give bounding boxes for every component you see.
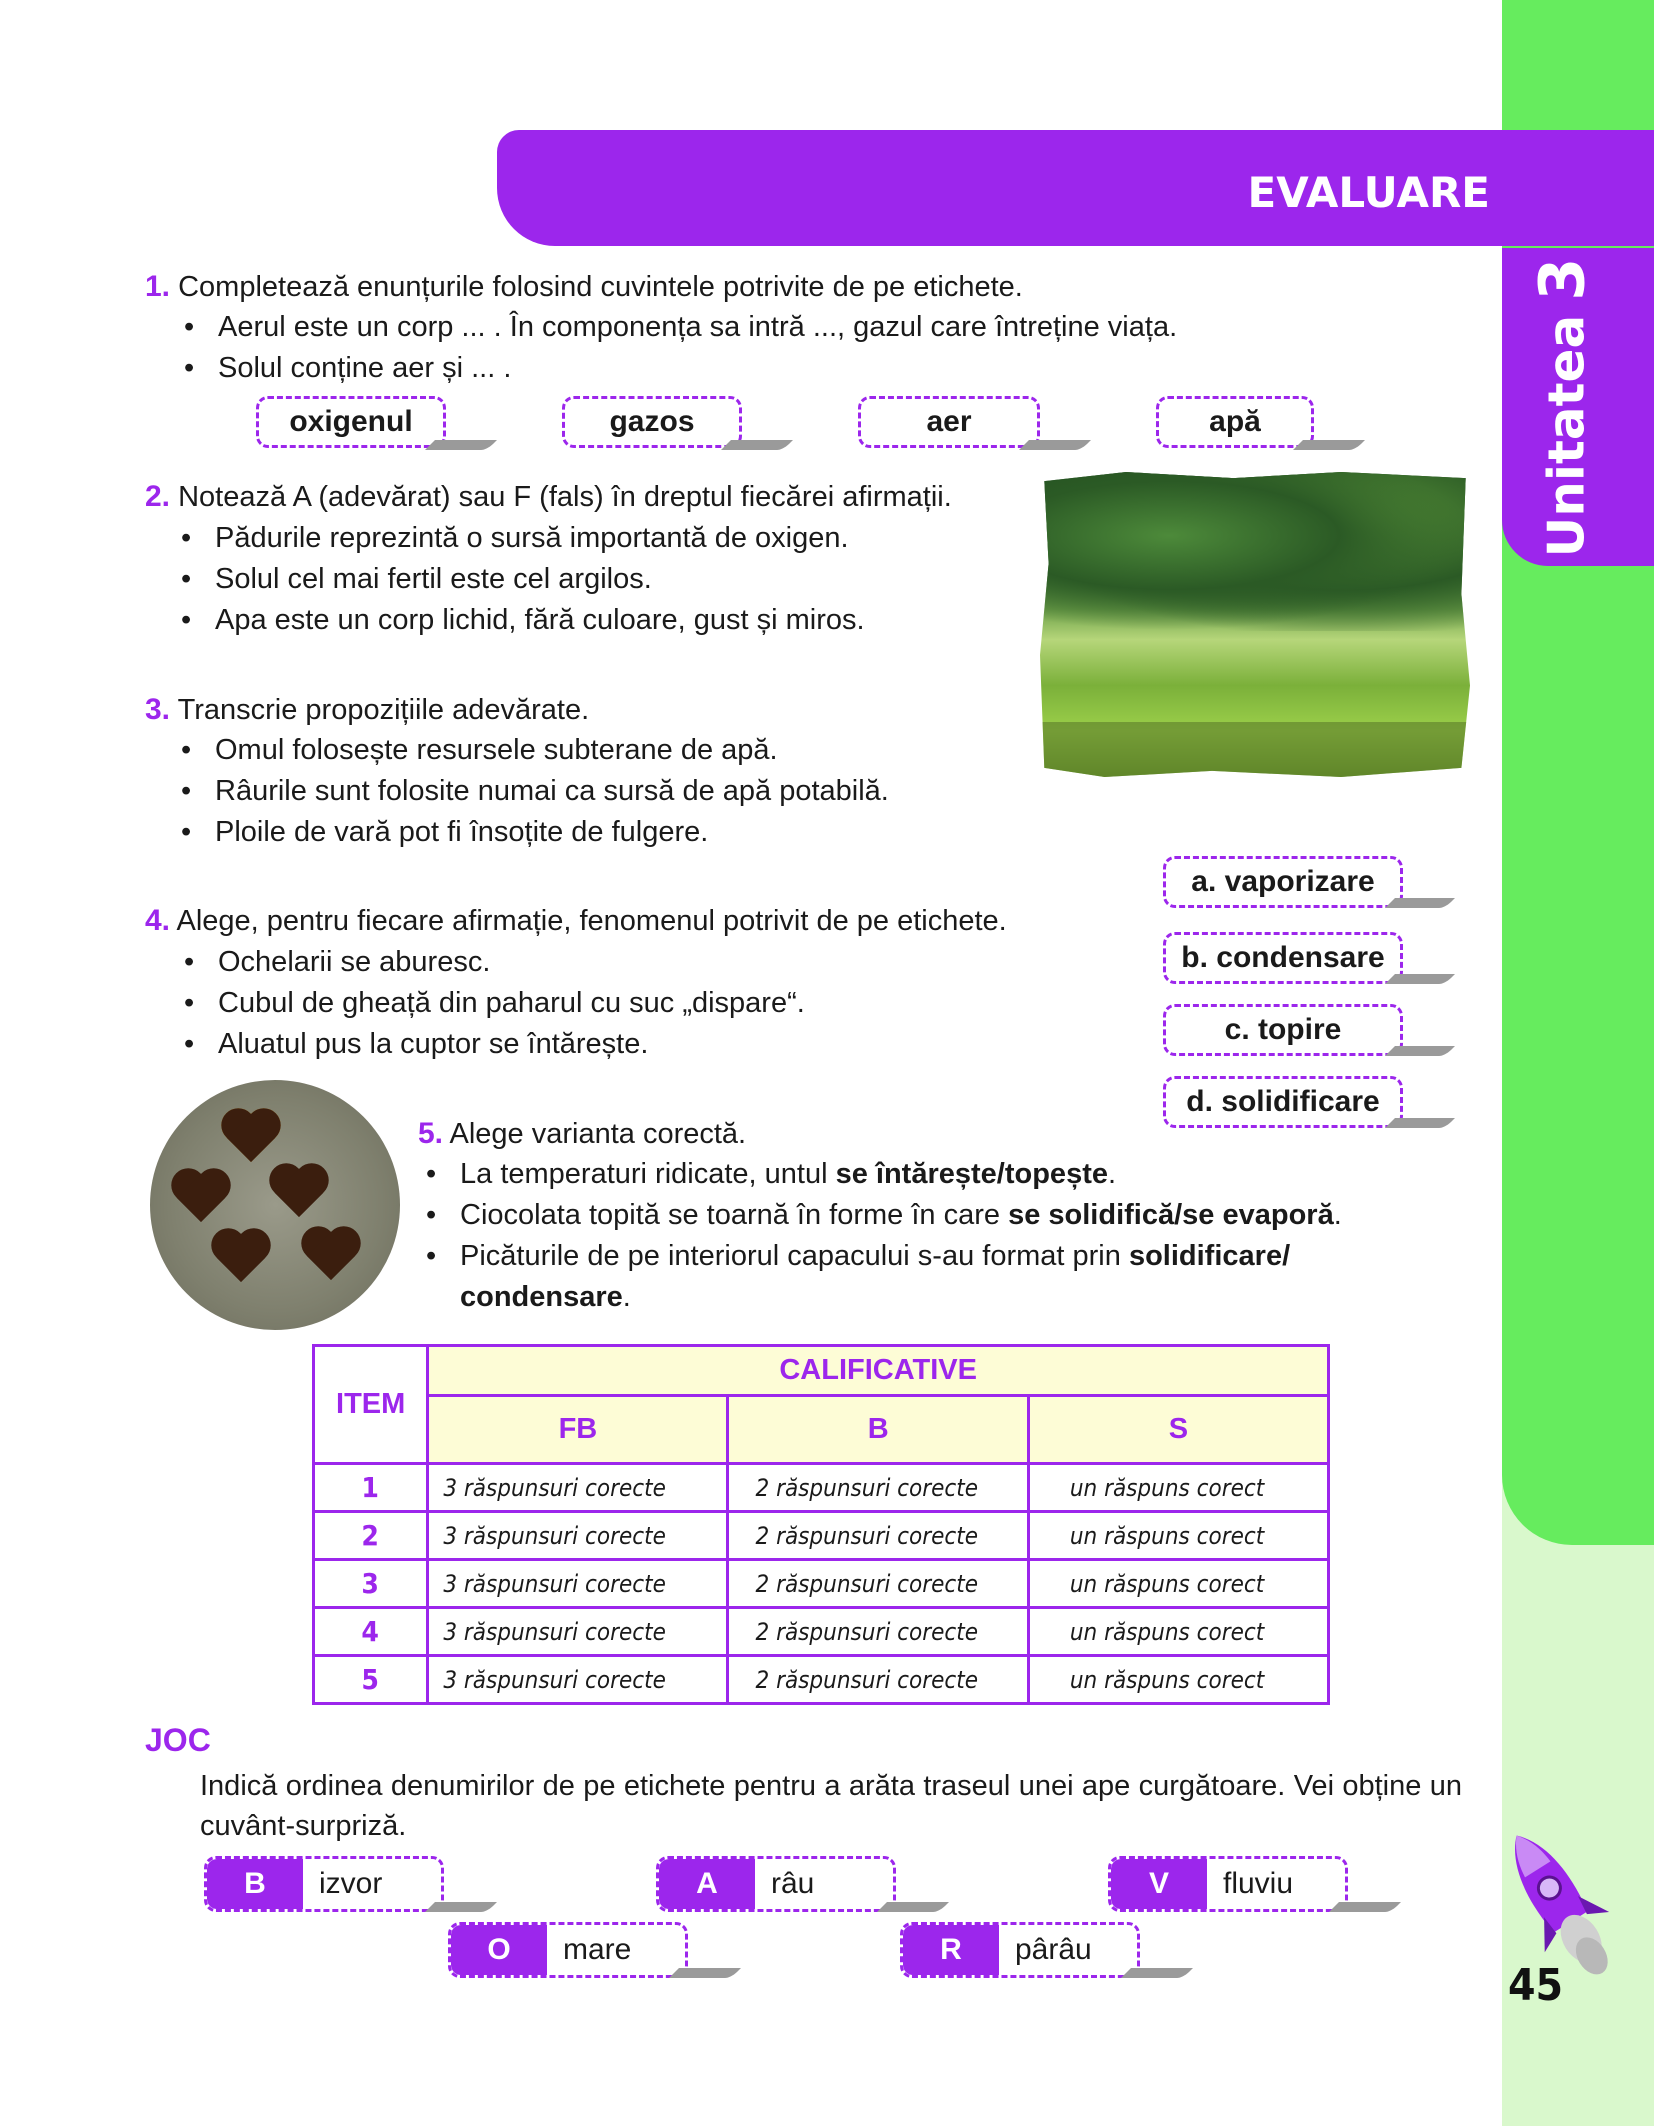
list-item [420,1154,1400,1195]
chocolate-hearts-photo [150,1080,400,1330]
table-cell: 2 răspunsuri corecte [728,1608,1028,1656]
forest-river-photo [1040,472,1470,777]
tag-shadow [1121,1968,1193,1978]
game-tag [448,1922,688,1978]
list-item: • Ochelarii se aburesc. [178,942,1078,983]
label-tag: c. topire [1163,1004,1403,1056]
game-tag-letter: V [1111,1859,1207,1909]
tag-shadow [669,1968,741,1978]
question-5 [418,1113,1318,1155]
list-item: • Râurile sunt folosite numai ca sursă de apă potabilă. [175,771,1075,812]
game-tag-word: mare [563,1933,632,1966]
list-item [420,1236,1400,1318]
question-number: 3. [145,693,171,726]
grade-table [312,1344,1330,1705]
list-item: • Cubul de gheață din paharul cu suc „dispare“. [178,983,1078,1024]
question-number: 5. [418,1117,444,1150]
list-item: • Aerul este un corp ... . În componența sa intră ..., gazul care întreține viața. [178,307,1478,348]
calificative-header: CALIFICATIVE [428,1346,1329,1396]
unit-word: Unitatea [1537,314,1596,557]
game-tag-letter: B [207,1859,303,1909]
game-tag [656,1856,896,1912]
table-cell: 2 răspunsuri corecte [728,1512,1028,1560]
game-tag-letter: A [659,1859,755,1909]
question-text: Alege, pentru fiecare afirmație, fenomenul potrivit de pe etichete. [176,905,1007,937]
tag-shadow [1385,1118,1455,1128]
label-tag: a. vaporizare [1163,856,1403,908]
page-number: 45 [1508,1960,1564,2011]
question-1-bullets [178,307,1478,389]
tag-shadow [1329,1902,1401,1912]
label-tag: gazos [562,396,742,448]
text-choice: se solidifică/se evaporă [1008,1199,1334,1231]
table-cell: 3 răspunsuri corecte [428,1656,728,1704]
table-cell: 3 răspunsuri corecte [428,1512,728,1560]
question-text: Notează A (adevărat) sau F (fals) în dreptul fiecărei afirmații. [178,481,952,513]
game-text: Indică ordinea denumirilor de pe etichete pentru a arăta traseul unei ape curgătoare. Vei obține un cuvânt-surpriză. [200,1770,1462,1842]
game-title: JOC [145,1722,211,1758]
question-2-bullets [175,518,1035,641]
text-part: La temperaturi ridicate, untul [460,1158,836,1190]
game-tag [204,1856,444,1912]
tag-shadow [877,1902,949,1912]
question-text: Alege varianta corectă. [449,1118,747,1150]
game-tag-letter: R [903,1925,999,1975]
text-choice: se întărește/topește [835,1158,1108,1190]
unit-label [1502,248,1622,566]
list-item: • Solul cel mai fertil este cel argilos. [175,559,1035,600]
tag-shadow [1019,440,1091,450]
item-number: 3 [314,1560,428,1608]
item-number: 4 [314,1608,428,1656]
list-item: • Solul conține aer și ... . [178,348,1478,389]
question-number: 1. [145,270,171,303]
question-text: Completează enunțurile folosind cuvintele potrivite de pe etichete. [178,271,1023,303]
table-row [314,1464,1329,1512]
label-tag: aer [858,396,1040,448]
game-tag-word: râu [771,1867,815,1900]
question-4 [145,900,1145,942]
list-item: • Pădurile reprezintă o sursă importantă de oxigen. [175,518,1035,559]
question-5-bullets [420,1154,1400,1318]
table-row [314,1560,1329,1608]
question-text: Transcrie propozițiile adevărate. [177,694,590,726]
list-item [420,1195,1400,1236]
game-tag-word: fluviu [1223,1867,1294,1900]
tag-shadow [1385,974,1455,984]
label-tag: apă [1156,396,1314,448]
text-part: Picăturile de pe interiorul capacului s-au format prin [460,1240,1129,1272]
table-cell: un răspuns corect [1028,1512,1328,1560]
table-row [314,1608,1329,1656]
tag-shadow [1385,1046,1455,1056]
tag-shadow [425,1902,497,1912]
text-part: . [1333,1199,1342,1231]
table-cell: un răspuns corect [1028,1608,1328,1656]
item-number: 2 [314,1512,428,1560]
tag-shadow [1385,898,1455,908]
text-part: . [1107,1158,1117,1190]
text-choice: solidificare/ condensare [460,1240,1291,1313]
label-tag: d. solidificare [1163,1076,1403,1128]
list-item: • Apa este un corp lichid, fără culoare, gust și miros. [175,600,1035,641]
list-item: • Omul folosește resursele subterane de apă. [175,730,1075,771]
unit-number: 3 [1525,257,1599,301]
table-cell: un răspuns corect [1028,1560,1328,1608]
label-tag: oxigenul [256,396,446,448]
table-cell: 2 răspunsuri corecte [728,1464,1028,1512]
game-tag [900,1922,1140,1978]
question-number: 4. [145,904,171,937]
item-number: 5 [314,1656,428,1704]
list-item: • Aluatul pus la cuptor se întărește. [178,1024,1078,1065]
table-cell: 3 răspunsuri corecte [428,1608,728,1656]
text-part: Ciocolata topită se toarnă în forme în care [460,1199,1009,1231]
label-tag: b. condensare [1163,932,1403,984]
question-3 [145,689,1045,731]
item-header: ITEM [314,1346,428,1464]
game-tag-word: pârâu [1015,1933,1092,1966]
question-1 [145,266,1445,308]
table-row [314,1656,1329,1704]
tag-shadow [1293,440,1365,450]
item-number: 1 [314,1464,428,1512]
table-row [314,1512,1329,1560]
game-tag [1108,1856,1348,1912]
tag-shadow [425,440,497,450]
column-header: FB [428,1396,728,1464]
table-cell: un răspuns corect [1028,1464,1328,1512]
list-item: • Ploile de vară pot fi însoțite de fulgere. [175,812,1075,853]
text-part: . [622,1281,631,1313]
column-header: S [1028,1396,1328,1464]
page-title: EVALUARE [1247,168,1490,217]
table-cell: 2 răspunsuri corecte [728,1656,1028,1704]
table-cell: un răspuns corect [1028,1656,1328,1704]
table-cell: 3 răspunsuri corecte [428,1464,728,1512]
table-cell: 2 răspunsuri corecte [728,1560,1028,1608]
question-number: 2. [145,480,171,513]
question-3-bullets [175,730,1075,853]
question-4-bullets [178,942,1078,1065]
question-2 [145,476,1045,518]
table-cell: 3 răspunsuri corecte [428,1560,728,1608]
column-header: B [728,1396,1028,1464]
tag-shadow [721,440,793,450]
game-tag-letter: O [451,1925,547,1975]
game-tag-word: izvor [319,1867,383,1900]
